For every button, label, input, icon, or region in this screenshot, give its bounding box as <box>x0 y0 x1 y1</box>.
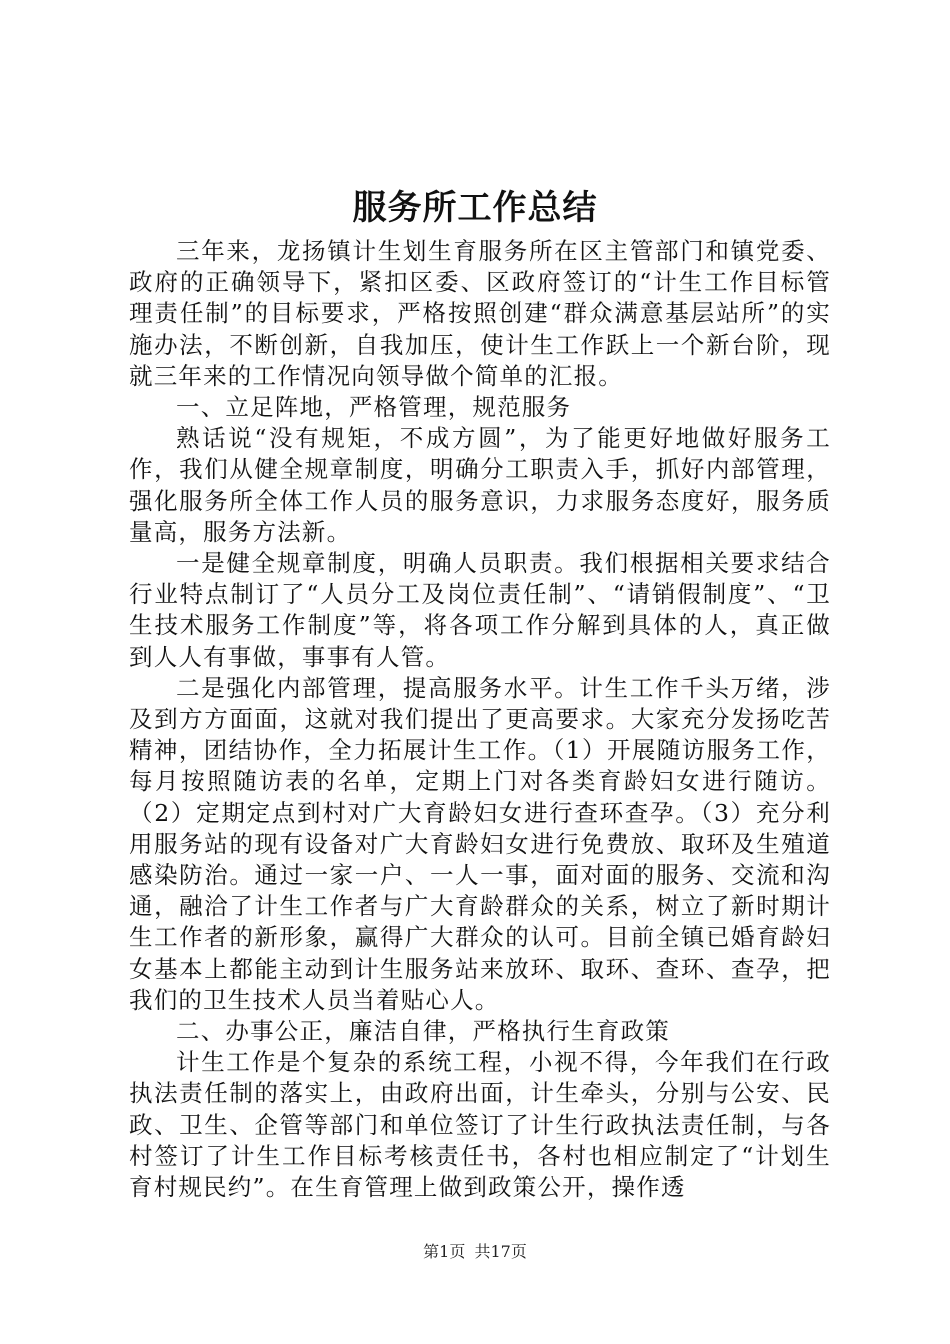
section-heading-1: 一、立足阵地，严格管理，规范服务 <box>176 393 572 422</box>
section-heading-2: 二、办事公正，廉洁自律，严格执行生育政策 <box>176 1017 670 1046</box>
paragraph: 计生工作是个复杂的系统工程，小视不得，今年我们在行政执法责任制的落实上，由政府出面，计生牵头，分别与公安、民政、卫生、企管等部门和单位签订了计生行政执法责任制，与各村签订了计生工作目标考核责任书，各村也相应制定了“计划生育村规民约”。在生育管理上做到政策公开，操作透 <box>129 1048 831 1202</box>
page-number: 第1页 <box>423 1242 466 1261</box>
paragraph: 二是强化内部管理，提高服务水平。计生工作千头万绪，涉及到方方面面，这就对我们提出了更高要求。大家充分发扬吃苦精神，团结协作，全力拓展计生工作。（1）开展随访服务工作，每月按照随访表的名单，定期上门对各类育龄妇女进行随访。（2）定期定点到村对广大育龄妇女进行查环查孕。（3）充分利用服务站的现有设备对广大育龄妇女进行免费放、取环及生殖道感染防治。通过一家一户、一人一事，面对面的服务、交流和沟通，融洽了计生工作者与广大育龄群众的关系，树立了新时期计生工作者的新形象，赢得广大群众的认可。目前全镇已婚育龄妇女基本上都能主动到计生服务站来放环、取环、查环、查孕，把我们的卫生技术人员当着贴心人。 <box>129 673 831 1014</box>
document-body <box>129 236 831 1203</box>
page-total: 共17页 <box>474 1242 527 1261</box>
paragraph: 一是健全规章制度，明确人员职责。我们根据相关要求结合行业特点制订了“人员分工及岗位责任制”、“请销假制度”、“卫生技术服务工作制度”等，将各项工作分解到具体的人，真正做到人人有事做，事事有人管。 <box>129 549 831 671</box>
page-footer <box>0 1241 950 1263</box>
paragraph: 熟话说“没有规矩，不成方圆”，为了能更好地做好服务工作，我们从健全规章制度，明确分工职责入手，抓好内部管理，强化服务所全体工作人员的服务意识，力求服务态度好，服务质量高，服务方法新。 <box>129 424 831 546</box>
document-title: 服务所工作总结 <box>352 188 598 228</box>
paragraph-intro: 三年来，龙扬镇计生划生育服务所在区主管部门和镇党委、政府的正确领导下，紧扣区委、区政府签订的“计生工作目标管理责任制”的目标要求，严格按照创建“群众满意基层站所”的实施办法，不断创新，自我加压，使计生工作跃上一个新台阶，现就三年来的工作情况向领导做个简单的汇报。 <box>129 237 831 390</box>
